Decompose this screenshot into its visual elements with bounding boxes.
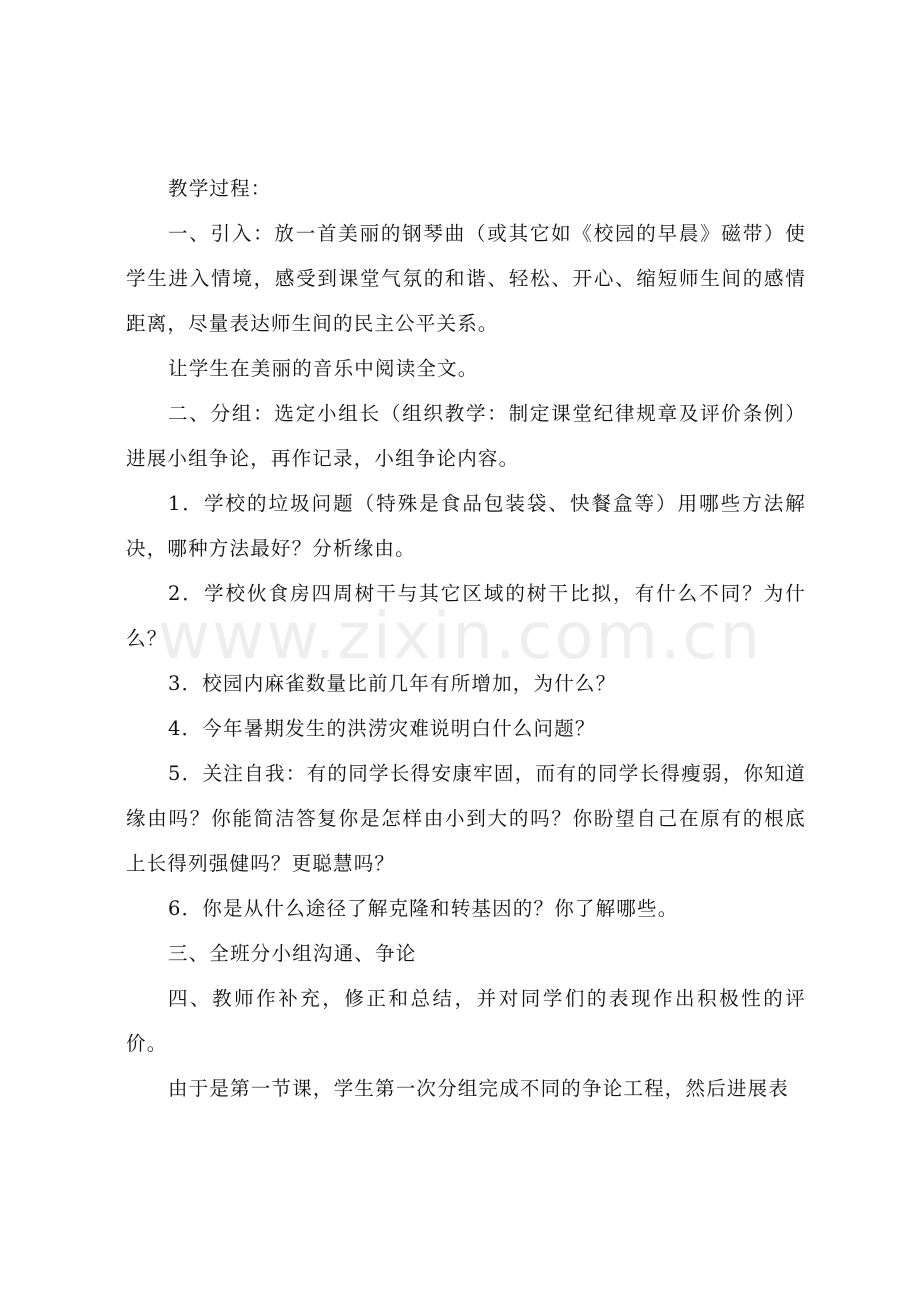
question-6: 6．你是从什么途径了解克隆和转基因的？你了解哪些。 — [168, 897, 679, 920]
question-4: 4．今年暑期发生的洪涝灾难说明白什么问题？ — [168, 717, 596, 740]
question-3: 3．校园内麻雀数量比前几年有所增加，为什么？ — [168, 672, 617, 695]
document-body — [126, 166, 806, 1111]
question-5: 5．关注自我：有的同学长得安康牢固，而有的同学长得瘦弱，你知道缘由吗？你能简洁答复你是怎样由小到大的吗？你盼望自己在原有的根底上长得列强健吗？更聪慧吗？ — [126, 762, 806, 875]
paragraph-read-text: 让学生在美丽的音乐中阅读全文。 — [168, 357, 479, 380]
paragraph-first-lesson: 由于是第一节课，学生第一次分组完成不同的争论工程，然后进展表 — [168, 1077, 790, 1100]
watermark: www.zixin.com.cn — [157, 600, 763, 674]
heading-teaching-process: 教学过程： — [168, 177, 272, 200]
question-1: 1．学校的垃圾问题（特殊是食品包装袋、快餐盒等）用哪些方法解决，哪种方法最好？分析缘由。 — [126, 492, 806, 560]
paragraph-grouping: 二、分组：选定小组长（组织教学：制定课堂纪律规章及评价条例）进展小组争论，再作记录，小组争论内容。 — [126, 402, 806, 470]
paragraph-teacher-summary: 四、教师作补充，修正和总结，并对同学们的表现作出积极性的评价。 — [126, 987, 806, 1055]
question-2: 2．学校伙食房四周树干与其它区域的树干比拟，有什么不同？为什么？ — [126, 582, 806, 650]
paragraph-introduction: 一、引入：放一首美丽的钢琴曲（或其它如《校园的早晨》磁带）使学生进入情境，感受到课堂气氛的和谐、轻松、开心、缩短师生间的感情距离，尽量表达师生间的民主公平关系。 — [126, 222, 806, 335]
paragraph-class-discussion: 三、全班分小组沟通、争论 — [168, 942, 417, 965]
